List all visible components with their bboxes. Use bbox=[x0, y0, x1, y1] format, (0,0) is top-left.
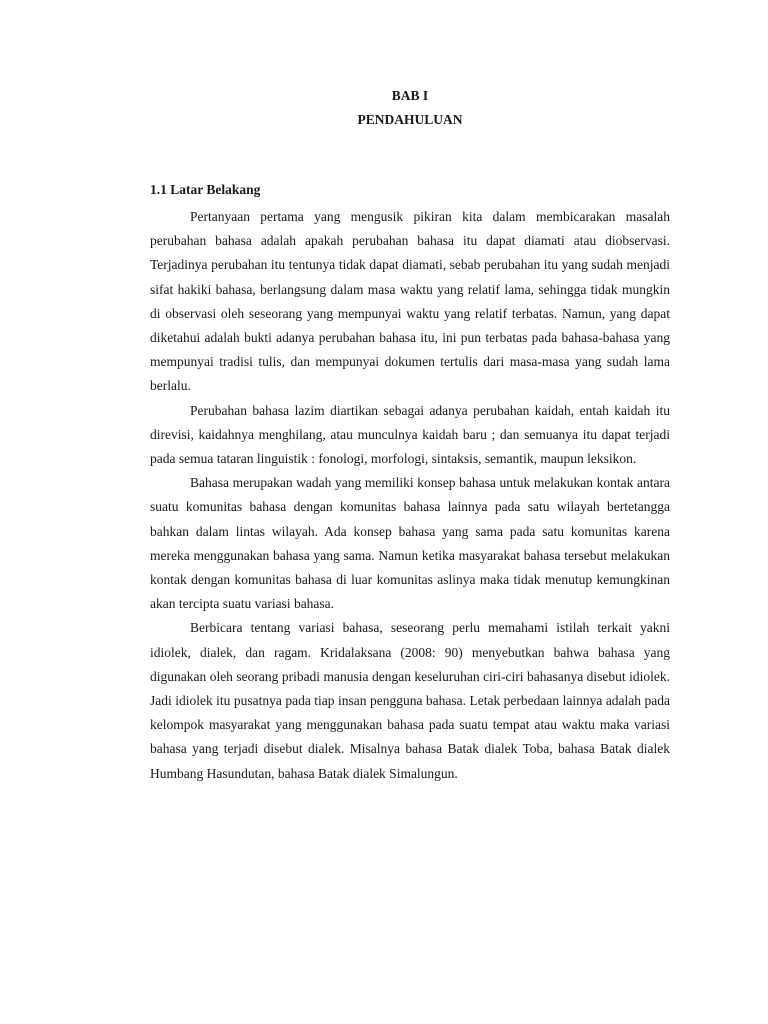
chapter-title: PENDAHULUAN bbox=[357, 112, 463, 127]
chapter-number: BAB I bbox=[391, 88, 429, 103]
paragraph: Pertanyaan pertama yang mengusik pikiran kita dalam membicarakan masalah perubahan bahasa adalah apakah perubahan bahasa itu dapat diamati atau diobservasi. Terjadinya perubahan itu tentunya tidak dapat diamati, sebab perubahan itu yang sudah menjadi sifat hakiki bahasa, berlangsung dalam masa waktu yang relatif lama, sehingga tidak mungkin di observasi oleh seseorang yang mempunyai waktu yang relatif terbatas. Namun, yang dapat diketahui adalah bukti adanya perubahan bahasa itu, ini pun terbatas pada bahasa-bahasa yang mempunyai tradisi tulis, dan mempunyai dokumen tertulis dari masa-masa yang sudah lama berlalu. bbox=[150, 209, 670, 394]
section-heading: 1.1 Latar Belakang bbox=[150, 182, 261, 197]
body-text bbox=[150, 205, 670, 786]
paragraph: Berbicara tentang variasi bahasa, seseorang perlu memahami istilah terkait yakni idiolek, dialek, dan ragam. Kridalaksana (2008: 90) menyebutkan bahwa bahasa yang digunakan oleh seorang pribadi manusia dengan keseluruhan ciri-ciri bahasanya disebut idiolek. Jadi idiolek itu pusatnya pada tiap insan pengguna bahasa. Letak perbedaan lainnya adalah pada kelompok masyarakat yang menggunakan bahasa pada suatu tempat atau waktu maka variasi bahasa yang terjadi disebut dialek. Misalnya bahasa Batak dialek Toba, bahasa Batak dialek Humbang Hasundutan, bahasa Batak dialek Simalungun. bbox=[150, 620, 670, 781]
paragraph: Perubahan bahasa lazim diartikan sebagai adanya perubahan kaidah, entah kaidah itu direvisi, kaidahnya menghilang, atau munculnya kaidah baru ; dan semuanya itu dapat terjadi pada semua tataran linguistik : fonologi, morfologi, sintaksis, semantik, maupun leksikon. bbox=[150, 402, 670, 467]
paragraph: Bahasa merupakan wadah yang memiliki konsep bahasa untuk melakukan kontak antara suatu komunitas bahasa dengan komunitas bahasa lainnya pada satu wilayah bertetangga bahkan dalam lintas wilayah. Ada konsep bahasa yang sama pada satu komunitas karena mereka menggunakan bahasa yang sama. Namun ketika masyarakat bahasa tersebut melakukan kontak dengan komunitas bahasa di luar komunitas aslinya maka tidak menutup kemungkinan akan tercipta suatu variasi bahasa. bbox=[150, 475, 670, 612]
